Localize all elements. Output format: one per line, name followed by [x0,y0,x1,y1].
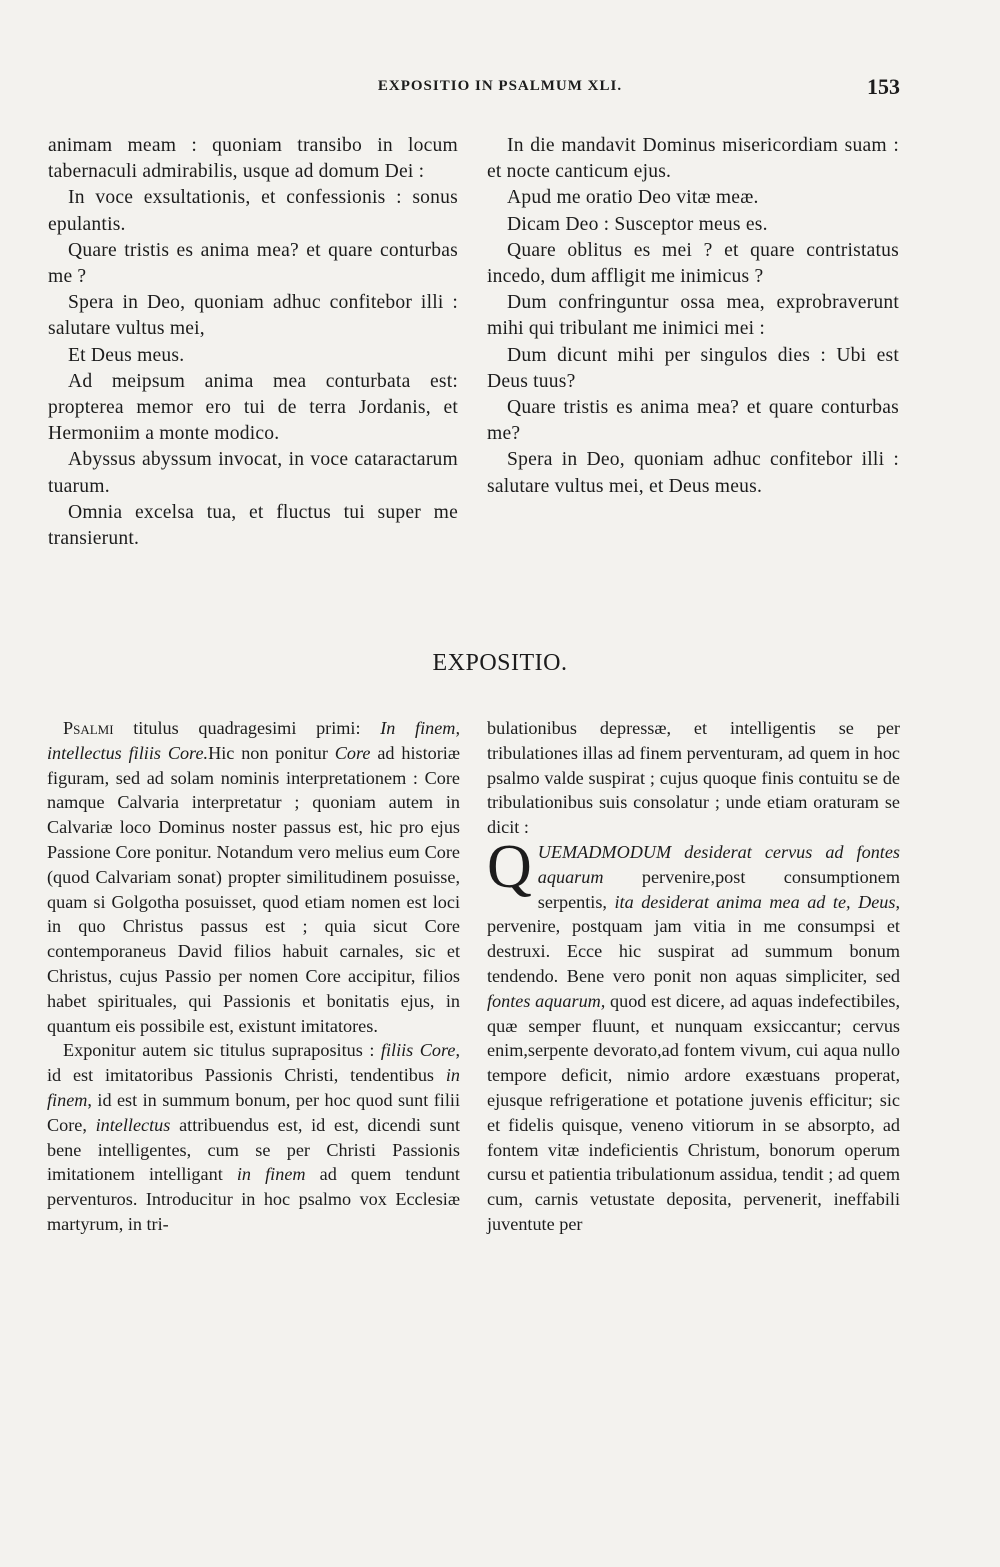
running-title: EXPOSITIO IN PSALMUM XLI. [377,78,623,94]
page-number: 153 [867,74,900,99]
verse: Quare oblitus es mei ? et quare contristatus incedo, dum affligit me inimicus ? [487,239,899,288]
verse: Dum dicunt mihi per singulos dies : Ubi est Deus tuus? [487,344,899,392]
verse: Ad meipsum anima mea conturbata est: propterea memor ero tui de terra Jordanis, et Hermoniim a monte modico. [48,370,458,445]
verse: Et Deus meus. [68,344,185,366]
commentary-paragraph: Exponitur autem sic titulus suprapositus : filiis Core, id est imitatoribus Passionis Christi, tendentibus in finem, id est in summum bonum, per hoc quod sunt filii Core, intellectus attribuendus est, id est, dicendi sunt bene intelligentes, cum se per Christi Passionis imitationem intelligant in finem ad quem tendunt perventuros. Introducitur in hoc psalmo vox Ecclesiæ martyrum, in tri- [47,1040,461,1234]
commentary-paragraph: Psalmi titulus quadragesimi primi: In finem, intellectus filiis Core.Hic non ponitur Core ad historiæ figuram, sed ad solam nominis interpretationem : Core namque Calvaria interpretatur ; quoniam autem in Calvariæ loco Dominus noster passus est, hic pro ejus Passione Core ponitur. Notandum vero melius eum Core (quod Calvariam sonat) propter similitudinem posuisse, quam si Golgotha posuisset, quod etiam nomen est loci in quo Christus passus est ; quia sicut Core contemporaneus David filios habuit carnales, sic et Christus, cujus Passio per nomen Core accipitur, filios habet spirituales, qui Passionis et bonitatis ejus, in quantum eis possibile est, existunt imitatores. [47,718,460,1036]
verse: Omnia excelsa tua, et fluctus tui super me transierunt. [48,501,458,550]
verse: Abyssus abyssum invocat, in voce cataractarum tuarum. [48,449,458,497]
verse: Quare tristis es anima mea? et quare conturbas me ? [48,239,458,288]
commentary-paragraph: QUEMADMODUM desiderat cervus ad fontes aquarum pervenire,post consumptionem serpentis, ita desiderat anima mea ad te, Deus, pervenire, postquam jam vitia in me consumpsi et destruxi. Ecce hic suspirat ad summum bonum tendendo. Bene vero ponit non aquas simpliciter, sed fontes aquarum, quod est dicere, ad aquas indefectibiles, quæ semper fluunt, et nunquam exsiccantur; cervus enim,serpente devorato,ad fontem vivum, cui aqua nullo tempore deficit, nimio ardore exæstuans properat, ejusque refrigeratione et potatione juvenis efficitur; sic et fidelis quisque, veneno vitiorum in se absorpto, ad fontem vitæ indeficientis Christum, bonorum operum cursu et patientia tribulationum assidua, tendit ; ad quem cum, carnis vetustate deposita, pervenerit, ineffabili juventute per [487,832,901,1234]
verse: Quare tristis es anima mea? et quare conturbas me? [487,397,899,445]
commentary-left-column [47,716,460,1237]
verse: Dicam Deo : Susceptor meus es. [507,213,768,235]
verse: animam meam : quoniam transibo in locum tabernaculi admirabilis, usque ad domum Dei : [48,135,458,183]
commentary-paragraph: bulationibus depressæ, et intelligentis se per tribulationes illas ad finem perventuram, ad quem in hoc psalmo valde suspirat ; cujus quoque finis contuitu se de tribulationibus suis consolatur ; unde etiam oraturam se dicit : [487,718,900,838]
verse: Dum confringuntur ossa mea, exprobraverunt mihi qui tribulant me inimici mei : [487,292,899,340]
verse: Spera in Deo, quoniam adhuc confitebor illi : salutare vultus mei, [48,292,458,340]
verse: Spera in Deo, quoniam adhuc confitebor illi : salutare vultus mei, et Deus meus. [487,449,899,497]
drop-cap: Q [487,832,532,901]
section-title: EXPOSITIO. [432,650,568,676]
verse: In voce exsultationis, et confessionis : sonus epulantis. [48,187,458,235]
lead-word: Psalmi [63,718,114,738]
verse: Apud me oratio Deo vitæ meæ. [507,187,759,209]
verse: In die mandavit Dominus misericordiam suam : et nocte canticum ejus. [487,135,899,183]
commentary-right-column [487,716,900,1237]
verses-right-column [487,133,899,500]
verses-left-column [48,133,458,552]
